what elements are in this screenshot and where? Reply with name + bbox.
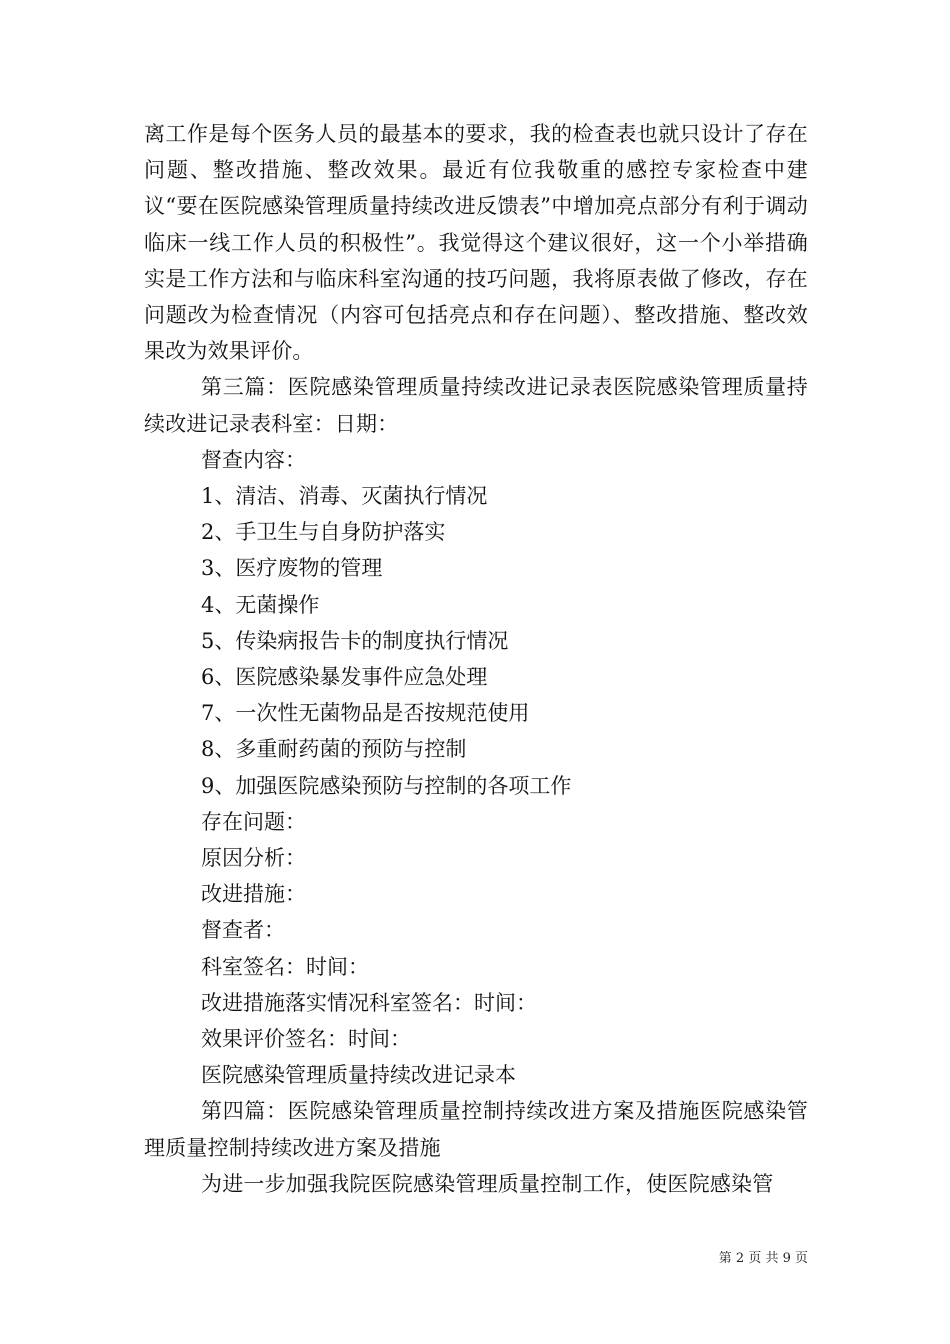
checklist-line: 8、多重耐药菌的预防与控制 (201, 737, 467, 762)
paragraph-section-four-body: 为进一步加强我院医院感染管理质量控制工作，使医院感染管 (201, 1171, 774, 1196)
paragraph-continuation: 离工作是每个医务人员的最基本的要求，我的检查表也就只设计了存在问题、整改措施、整改效果。最近有位我敬重的感控专家检查中建议“要在医院感染管理质量持续改进反馈表”中增加亮点部分有利于调动临床一线工作人员的积极性”。我觉得这个建议很好，这一个小举措确实是工作方法和与临床科室沟通的技巧问题，我将原表做了修改，存在问题改为检查情况（内容可包括亮点和存在问题）、整改措施、整改效果改为效果评价。 (144, 122, 808, 364)
document-body (144, 116, 808, 1202)
checklist-line: 5、传染病报告卡的制度执行情况 (201, 628, 509, 653)
checklist-line: 效果评价签名：时间： (201, 1027, 411, 1052)
checklist-line: 7、一次性无菌物品是否按规范使用 (201, 701, 530, 726)
paragraph-section-three-heading: 第三篇：医院感染管理质量持续改进记录表医院感染管理质量持续改进记录表科室：日期： (144, 375, 808, 436)
checklist-line: 原因分析： (201, 846, 306, 871)
paragraph-section-four-heading: 第四篇：医院感染管理质量控制持续改进方案及措施医院感染管理质量控制持续改进方案及措施 (144, 1099, 808, 1160)
checklist-line: 1、清洁、消毒、灭菌执行情况 (201, 484, 488, 509)
checklist-line: 改进措施落实情况科室签名：时间： (201, 990, 537, 1015)
checklist-line: 9、加强医院感染预防与控制的各项工作 (201, 773, 572, 798)
checklist-line: 督查者： (201, 918, 285, 943)
checklist-line: 存在问题： (201, 809, 306, 834)
checklist-line: 6、医院感染暴发事件应急处理 (201, 665, 488, 690)
checklist (144, 442, 808, 1094)
checklist-line: 医院感染管理质量持续改进记录本 (201, 1063, 516, 1088)
checklist-line: 4、无菌操作 (201, 592, 320, 617)
checklist-line: 督查内容： (201, 447, 306, 472)
checklist-line: 改进措施： (201, 882, 306, 907)
checklist-line: 2、手卫生与自身防护落实 (201, 520, 446, 545)
page-number: 第 2 页 共 9 页 (718, 1251, 808, 1266)
checklist-line: 科室签名：时间： (201, 954, 369, 979)
checklist-line: 3、医疗废物的管理 (201, 556, 383, 581)
